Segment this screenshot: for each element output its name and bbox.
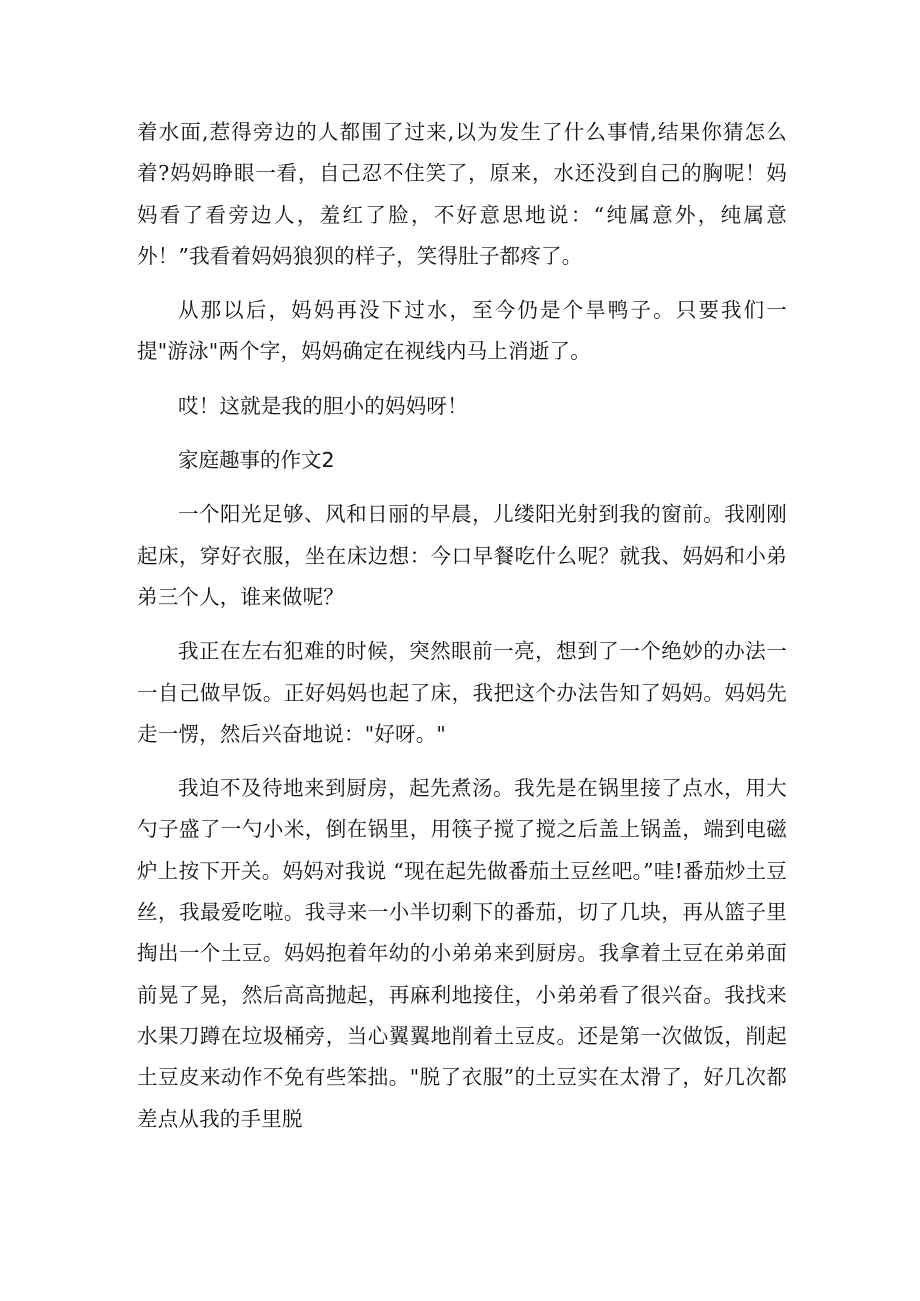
paragraph-6: 我迫不及待地来到厨房，起先煮汤。我先是在锅里接了点水，用大勺子盛了一勺小米，倒在锅里，用筷子搅了搅之后盖上锅盖，端到电磁炉上按下开关。妈妈对我说 “现在起先做番茄土豆丝吧。”哇!番茄炒土豆丝，我最爱吃啦。我寻来一小半切剩下的番茄，切了几块，再从篮子里掏出一个土豆。妈妈抱着年幼的小弟弟来到厨房。我拿着土豆在弟弟面前晃了晃，然后高高抛起，再麻利地接住，小弟弟看了很兴奋。我找来水果刀蹲在垃圾桶旁，当心翼翼地削着土豆皮。还是第一次做饭，削起土豆皮来动作不免有些笨拙。"脱了衣服”的土豆实在太滑了，好几次都差点从我的手里脱 [137,776,787,1131]
paragraph-3: 哎！这就是我的胆小的妈妈呀！ [178,393,468,418]
document-body [137,112,787,1140]
paragraph-5: 我正在左右犯难的时候，突然眼前一亮，想到了一个绝妙的办法一一自己做早饭。正好妈妈也起了床，我把这个办法告知了妈妈。妈妈先走一愣，然后兴奋地说："好呀。" [137,639,787,746]
paragraph-2: 从那以后，妈妈再没下过水，至今仍是个旱鸭子。只要我们一提"游泳"两个字，妈妈确定在视线内马上消逝了。 [137,298,787,364]
paragraph-1: 着水面,惹得旁边的人都围了过来,以为发生了什么事情,结果你猜怎么着?妈妈睁眼一看，自己忍不住笑了，原来，水还没到自己的胸呢！妈妈看了看旁边人，羞红了脸，不好意思地说：“纯属意外，纯属意外！”我看着妈妈狼狈的样子，笑得肚子都疼了。 [137,120,787,268]
section-heading: 家庭趣事的作文2 [178,448,335,473]
paragraph-4: 一个阳光足够、风和日丽的早晨，儿缕阳光射到我的窗前。我刚刚起床，穿好衣服，坐在床边想：今口早餐吃什么呢？就我、妈妈和小弟弟三个人，谁来做呢？ [137,502,787,609]
